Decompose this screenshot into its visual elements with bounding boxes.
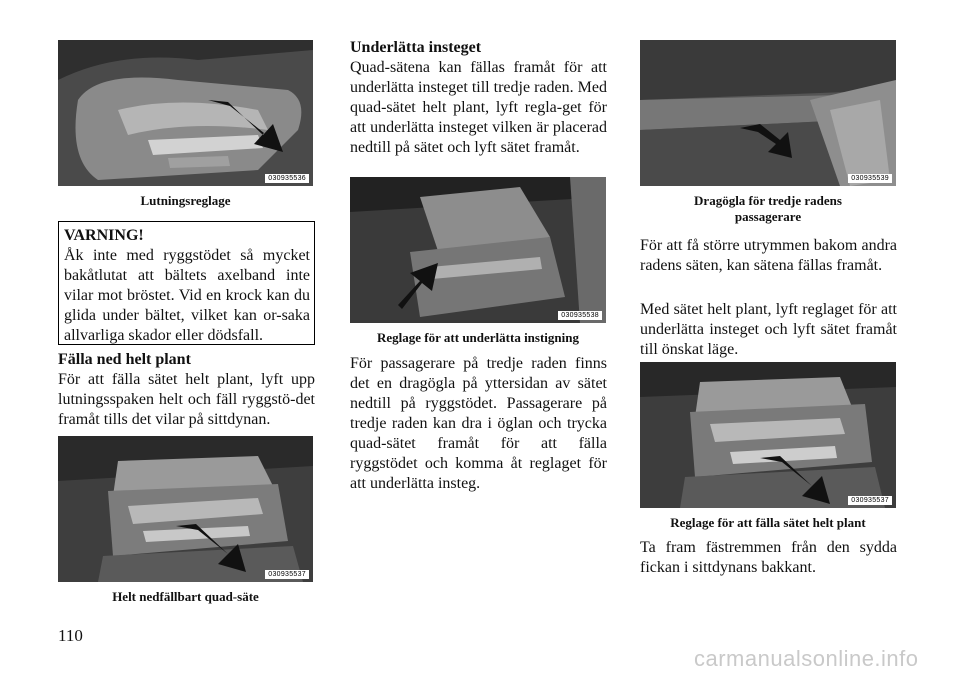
photo-fold-flat-lever	[640, 362, 896, 508]
text-easy-entry: Quad-sätena kan fällas framåt för att underlätta insteget till tredje raden. Med quad-sätet helt plant, lyft regla-get för att underlätta insteget vilken är placerad nedtill på sätet och lyft sätet framåt.	[350, 59, 607, 156]
photo-pull-strap	[640, 40, 896, 186]
photo-code: 030935539	[848, 174, 892, 183]
photo-code: 030935538	[558, 311, 602, 320]
heading-fold-flat: Fälla ned helt plant	[58, 351, 191, 368]
pull-strap-illustration	[640, 40, 896, 186]
watermark: carmanualsonline.info	[694, 646, 919, 671]
caption-pull-strap-line1: Dragögla för tredje radens	[694, 193, 842, 208]
page-number: 110	[58, 626, 83, 645]
caption-easy-entry: Reglage för att underlätta instigning	[377, 330, 579, 345]
fold-flat-lever-illustration	[640, 362, 896, 508]
photo-code: 030935537	[265, 570, 309, 579]
photo-code: 030935537	[848, 496, 892, 505]
text-third-row: För passagerare på tredje raden finns det en dragögla på yttersidan av sätet nedtill på ryggstödet. Passagerare på tredje raden kan dra i öglan och trycka quad-sätet framåt för att fälla ryggstödet och komma åt reglaget för att underlätta insteg.	[350, 355, 607, 492]
text-tether-strap: Ta fram fästremmen från den sydda fickan i sittdynans bakkant.	[640, 539, 897, 576]
text-more-space: För att få större utrymmen bakom andra radens säten, kan sätena fällas framåt.	[640, 237, 897, 274]
warning-body: Åk inte med ryggstödet så mycket bakåtlutat att bältets axelband inte vilar mot bröstet. Vid en krock kan du glida under bältet, vilket kan or-saka allvarliga skador eller dödsfall.	[64, 247, 310, 344]
heading-easy-entry: Underlätta insteget	[350, 39, 482, 56]
caption-pull-strap-line2: passagerare	[734, 209, 802, 224]
caption-fold-flat-lever: Reglage för att fälla sätet helt plant	[670, 515, 866, 530]
caption-folded-seat: Helt nedfällbart quad-säte	[112, 589, 259, 604]
easy-entry-illustration	[350, 177, 606, 323]
text-lift-lever: Med sätet helt plant, lyft reglaget för att underlätta insteget och lyft sätet framåt till önskat läge.	[640, 301, 897, 358]
caption-pull-strap	[640, 193, 896, 225]
text-fold-flat: För att fälla sätet helt plant, lyft upp lutningsspaken helt och fäll ryggstö-det framåt tills det vilar på sittdynan.	[58, 371, 315, 428]
seat-recline-illustration	[58, 40, 313, 186]
photo-folded-seat	[58, 436, 313, 582]
warning-box	[58, 221, 315, 345]
photo-recline-lever	[58, 40, 313, 186]
folded-seat-illustration	[58, 436, 313, 582]
photo-easy-entry	[350, 177, 606, 323]
photo-code: 030935536	[265, 174, 309, 183]
warning-title: VARNING!	[64, 227, 144, 244]
caption-recline: Lutningsreglage	[140, 193, 231, 208]
